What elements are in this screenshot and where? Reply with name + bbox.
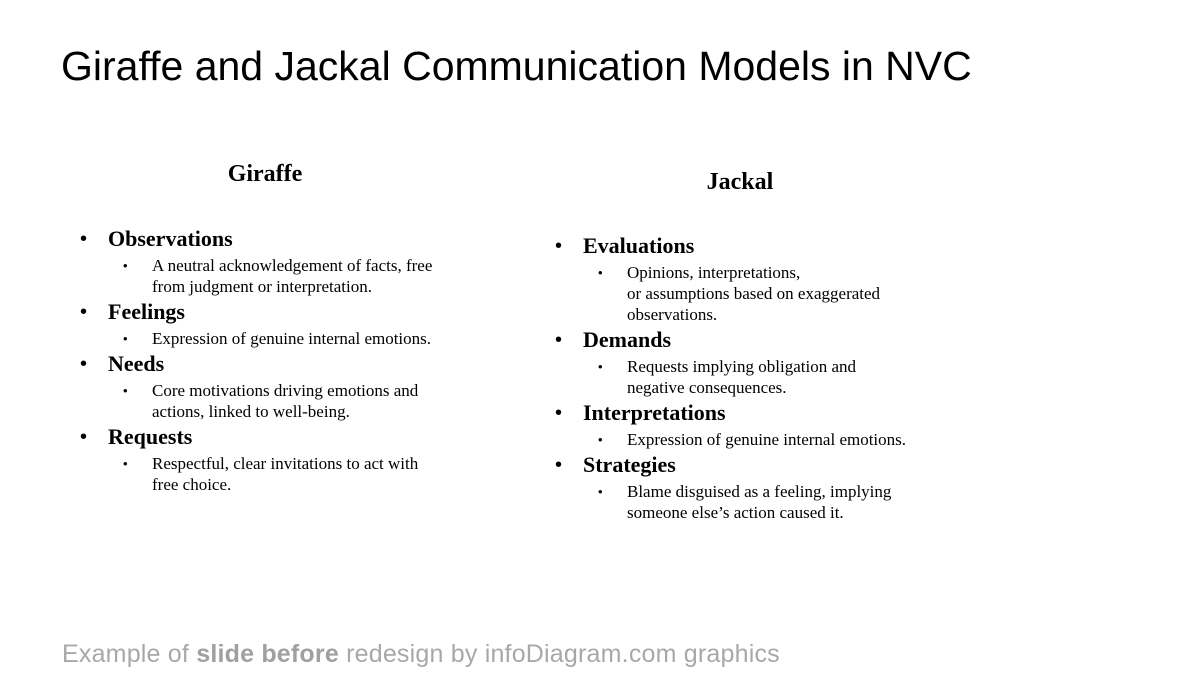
bullet: •: [598, 484, 603, 499]
list-item: [537, 452, 906, 523]
jackal-term: • Interpretations: [555, 400, 726, 425]
giraffe-term: • Feelings: [80, 299, 185, 324]
list-item: [62, 226, 432, 297]
giraffe-detail: • Core motivations driving emotions and actions, linked to well-being.: [123, 381, 419, 421]
bullet: •: [598, 432, 603, 447]
giraffe-term: • Requests: [80, 424, 193, 449]
jackal-detail: • Requests implying obligation and negative consequences.: [598, 357, 857, 397]
list-item: [62, 424, 432, 495]
giraffe-term: • Observations: [80, 226, 233, 251]
bullet: •: [123, 331, 128, 346]
giraffe-detail: • Respectful, clear invitations to act with free choice.: [123, 454, 419, 494]
bullet: •: [555, 329, 563, 351]
giraffe-detail: • A neutral acknowledgement of facts, free from judgment or interpretation.: [123, 256, 433, 296]
list-item: [537, 327, 906, 398]
bullet: •: [80, 426, 88, 448]
jackal-detail: • Expression of genuine internal emotions.: [598, 430, 907, 449]
bullet: •: [598, 359, 603, 374]
jackal-term: • Demands: [555, 327, 672, 352]
bullet: •: [80, 353, 88, 375]
bullet: •: [555, 235, 563, 257]
jackal-detail: • Opinions, interpretations, or assumptions based on exaggerated observations.: [598, 263, 881, 324]
slide-title: Giraffe and Jackal Communication Models in NVC: [61, 43, 972, 89]
list-item: [537, 233, 906, 325]
giraffe-list: [62, 226, 432, 497]
bullet: •: [123, 456, 128, 471]
footer-caption: Example of slide before redesign by infoDiagram.com graphics: [62, 640, 780, 668]
bullet: •: [80, 301, 88, 323]
jackal-list: [537, 233, 906, 525]
jackal-heading: Jackal: [706, 169, 774, 195]
list-item: [62, 351, 432, 422]
jackal-term: • Evaluations: [555, 233, 695, 258]
jackal-term: • Strategies: [555, 452, 676, 477]
bullet: •: [80, 228, 88, 250]
bullet: •: [598, 265, 603, 280]
bullet: •: [555, 402, 563, 424]
bullet: •: [123, 383, 128, 398]
bullet: •: [123, 258, 128, 273]
giraffe-detail: • Expression of genuine internal emotions.: [123, 329, 432, 348]
bullet: •: [555, 454, 563, 476]
giraffe-term: • Needs: [80, 351, 165, 376]
list-item: [62, 299, 432, 349]
list-item: [537, 400, 906, 450]
jackal-detail: • Blame disguised as a feeling, implying someone else’s action caused it.: [598, 482, 892, 522]
giraffe-heading: Giraffe: [227, 161, 303, 187]
